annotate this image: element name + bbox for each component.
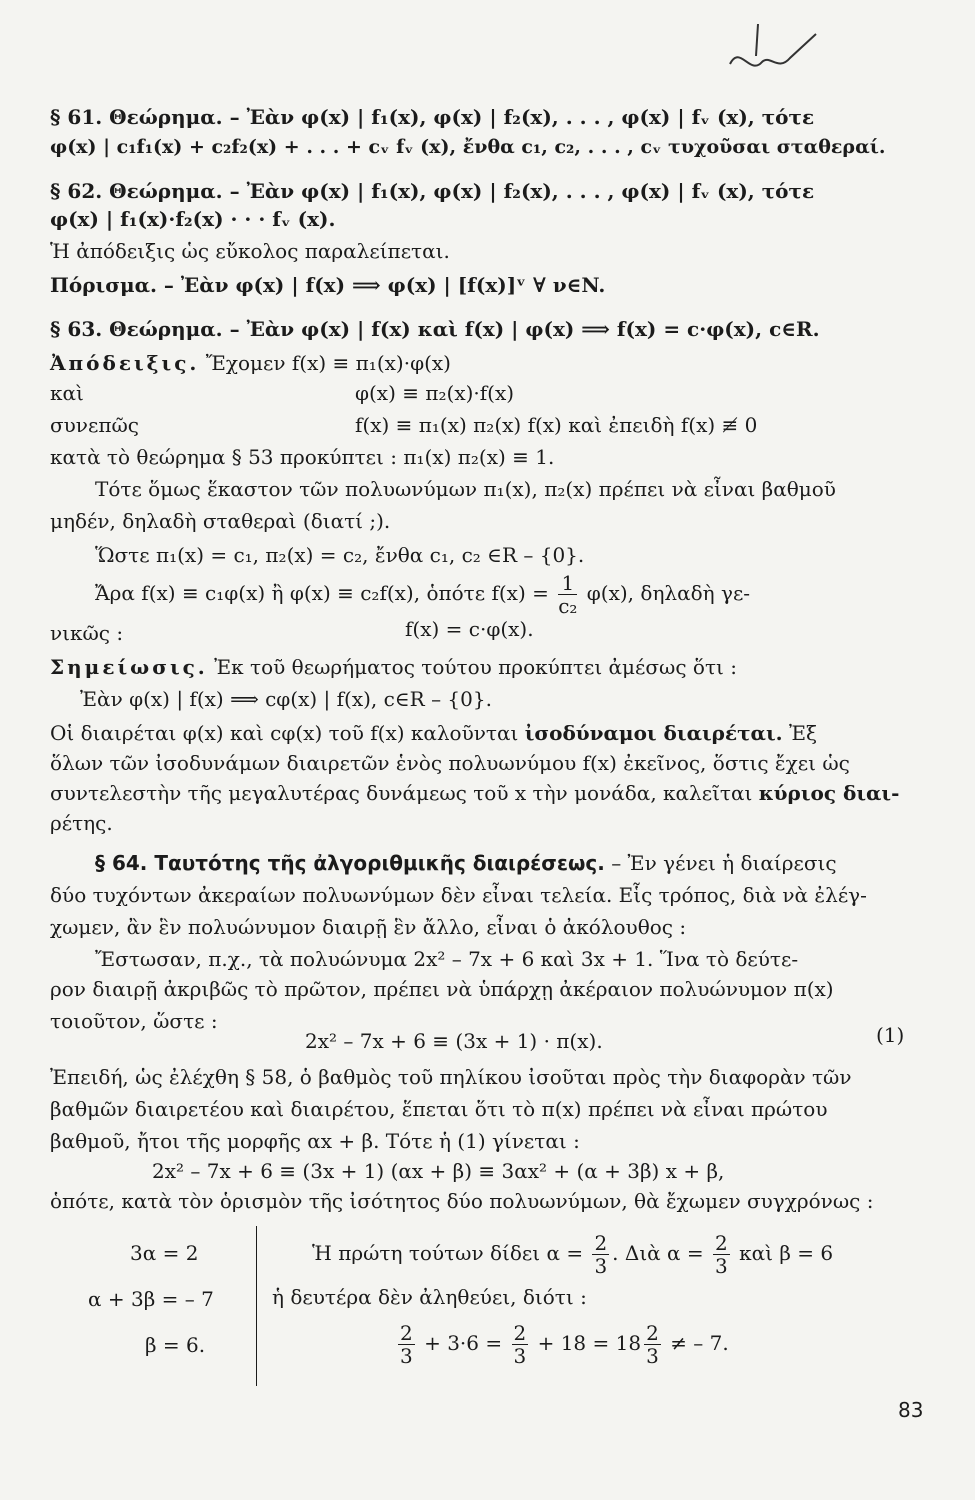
equivalent-divisors-line4: ρέτης. bbox=[50, 811, 113, 835]
section-64-line8: βαθμῶν διαιρετέου καὶ διαιρέτου, ἕπεται ὅτι τὸ π(x) πρέπει νὰ εἶναι πρώτου bbox=[50, 1097, 828, 1121]
section-64-line4: Ἔστωσαν, π.χ., τὰ πολυώνυμα 2x² – 7x + 6 καὶ 3x + 1. Ἵνα τὸ δεύτε- bbox=[95, 947, 799, 971]
section-64-title: § 64. Ταυτότης τῆς ἀλγοριθμικῆς διαιρέσεως. bbox=[95, 851, 605, 875]
proof-line7: Ὥστε π₁(x) = c₁, π₂(x) = c₂, ἔνθα c₁, c₂ ∈R – {0}. bbox=[95, 543, 585, 567]
identity-expansion: 2x² – 7x + 6 ≡ (3x + 1) (αx + β) ≡ 3αx² + (α + 3β) x + β, bbox=[152, 1159, 725, 1183]
proof-line6: μηδέν, δηλαδὴ σταθεραὶ (διατί ;). bbox=[50, 509, 391, 533]
proof-label: Ἀπόδειξις. bbox=[50, 351, 200, 375]
theorem-62-line2: φ(x) | f₁(x)·f₂(x) · · · fᵥ (x). bbox=[50, 207, 336, 231]
proof-line5: Τότε ὅμως ἕκαστον τῶν πολυωνύμων π₁(x), π₂(x) πρέπει νὰ εἶναι βαθμοῦ bbox=[95, 477, 836, 501]
handwritten-mark-icon bbox=[720, 14, 830, 84]
section-64-line6: τοιοῦτον, ὥστε : bbox=[50, 1009, 218, 1033]
system-eq-3: β = 6. bbox=[145, 1333, 206, 1357]
theorem-61-line1: § 61. Θεώρημα. – Ἐὰν φ(x) | f₁(x), φ(x) | f₂(x), . . . , φ(x) | fᵥ (x), τότε bbox=[50, 105, 815, 129]
fraction-one-over-c2: $\frac{1}{\text{c₂}}$ bbox=[558, 571, 578, 618]
system-divider bbox=[256, 1226, 257, 1386]
system-eq-2: α + 3β = – 7 bbox=[88, 1287, 214, 1311]
equivalent-divisors-line1: Οἱ διαιρέται φ(x) καὶ cφ(x) τοῦ f(x) καλοῦνται ἰσοδύναμοι διαιρέται. Ἐξ bbox=[50, 721, 818, 745]
theorem-61-line2: φ(x) | c₁f₁(x) + c₂f₂(x) + . . . + cᵥ fᵥ (x), ἔνθα c₁, c₂, . . . , cᵥ τυχοῦσαι σταθεραί. bbox=[50, 136, 886, 158]
equivalent-divisors-line2: ὅλων τῶν ἰσοδυνάμων διαιρετῶν ἑνὸς πολυωνύμου f(x) ἐκεῖνος, ὅστις ἔχει ὡς bbox=[50, 751, 850, 775]
system-eq-1: 3α = 2 bbox=[130, 1241, 199, 1265]
remark-line1 bbox=[50, 654, 737, 680]
proof-line1 bbox=[50, 350, 451, 376]
fraction-two-thirds: $\frac{2}{3}$ bbox=[400, 1321, 413, 1368]
proof-line2-label: καὶ bbox=[50, 381, 84, 405]
section-64-line3: χωμεν, ἂν ἓν πολυώνυμον διαιρῇ ἓν ἄλλο, εἶναι ὁ ἀκόλουθος : bbox=[50, 915, 687, 939]
system-right-line3: $\frac{2}{3}$ + 3·6 = $\frac{2}{3}$ + 18 = 18 $\frac{2}{3}$ ≠ – 7. bbox=[400, 1321, 729, 1368]
section-64-line10: ὁπότε, κατὰ τὸν ὁρισμὸν τῆς ἰσότητος δύο πολυωνύμων, θὰ ἔχωμεν συγχρόνως : bbox=[50, 1189, 874, 1213]
proof-line4: κατὰ τὸ θεώρημα § 53 προκύπτει : π₁(x) π₂(x) ≡ 1. bbox=[50, 445, 555, 469]
section-64-line2: δύο τυχόντων ἀκεραίων πολυωνύμων δὲν εἶναι τελεία. Εἷς τρόπος, διὰ νὰ ἐλέγ- bbox=[50, 883, 867, 907]
fraction-two-thirds: $\frac{2}{3}$ bbox=[646, 1321, 659, 1368]
fraction-two-thirds: $\frac{2}{3}$ bbox=[513, 1321, 527, 1368]
system-right-line1: Ἡ πρώτη τούτων δίδει α = $\frac{2}{3}$ . Διὰ α = $\frac{2}{3}$ καὶ β = 6 bbox=[312, 1231, 834, 1278]
system-right-line2: ἡ δευτέρα δὲν ἀληθεύει, διότι : bbox=[272, 1285, 587, 1309]
remark-line1-text: Ἐκ τοῦ θεωρήματος τούτου προκύπτει ἀμέσως ὅτι : bbox=[207, 655, 737, 679]
term-equivalent-divisors: ἰσοδύναμοι διαιρέται. bbox=[524, 721, 783, 745]
proof-line1-text: Ἔχομεν f(x) ≡ π₁(x)·φ(x) bbox=[199, 351, 451, 375]
proof-omitted-text: Ἡ ἀπόδειξις ὡς εὔκολος παραλείπεται. bbox=[50, 239, 450, 263]
page-number: 83 bbox=[898, 1398, 924, 1422]
equation-1-number: (1) bbox=[876, 1023, 905, 1047]
remark-line2: Ἐὰν φ(x) | f(x) ⟹ cφ(x) | f(x), c∈R – {0}. bbox=[80, 687, 492, 711]
theorem-63-line: § 63. Θεώρημα. – Ἐὰν φ(x) | f(x) καὶ f(x) | φ(x) ⟹ f(x) = c·φ(x), c∈R. bbox=[50, 317, 820, 341]
section-64-heading: § 64. Ταυτότης τῆς ἀλγοριθμικῆς διαιρέσεως. – Ἐν γένει ἡ διαίρεσις bbox=[95, 851, 837, 875]
proof-line2-formula: φ(x) ≡ π₂(x)·f(x) bbox=[355, 381, 515, 405]
term-principal-divisor: κύριος διαι- bbox=[758, 781, 900, 805]
proof-line9-label: νικῶς : bbox=[50, 621, 124, 645]
proof-line3-formula: f(x) ≡ π₁(x) π₂(x) f(x) καὶ ἐπειδὴ f(x) ≢ 0 bbox=[355, 413, 758, 437]
proof-line9-formula: f(x) = c·φ(x). bbox=[405, 617, 534, 641]
fraction-two-thirds: $\frac{2}{3}$ bbox=[715, 1231, 728, 1278]
remark-label: Σημείωσις. bbox=[50, 655, 208, 679]
proof-line3-label: συνεπῶς bbox=[50, 413, 139, 437]
corollary-line: Πόρισμα. – Ἐὰν φ(x) | f(x) ⟹ φ(x) | [f(x)]ᵛ ∀ ν∈N. bbox=[50, 273, 606, 297]
proof-line8-a: Ἄρα f(x) ≡ c₁φ(x) ἢ φ(x) ≡ c₂f(x), ὁπότε f(x) = bbox=[95, 581, 549, 605]
equation-1: 2x² – 7x + 6 ≡ (3x + 1) · π(x). bbox=[305, 1029, 603, 1053]
section-64-line9: βαθμοῦ, ἤτοι τῆς μορφῆς αx + β. Τότε ἡ (1) γίνεται : bbox=[50, 1129, 580, 1153]
proof-line8-b: φ(x), δηλαδὴ γε- bbox=[586, 581, 751, 605]
section-64-line5: ρον διαιρῇ ἀκριβῶς τὸ πρῶτον, πρέπει νὰ ὑπάρχῃ ἀκέραιον πολυώνυμον π(x) bbox=[50, 977, 834, 1001]
fraction-two-thirds: $\frac{2}{3}$ bbox=[594, 1231, 608, 1278]
equivalent-divisors-line3: συντελεστὴν τῆς μεγαλυτέρας δυνάμεως τοῦ x τὴν μονάδα, καλεῖται κύριος διαι- bbox=[50, 781, 900, 805]
section-64-line7: Ἐπειδή, ὡς ἐλέχθη § 58, ὁ βαθμὸς τοῦ πηλίκου ἰσοῦται πρὸς τὴν διαφορὰν τῶν bbox=[50, 1065, 852, 1089]
proof-line8 bbox=[95, 568, 750, 618]
theorem-62-line1: § 62. Θεώρημα. – Ἐὰν φ(x) | f₁(x), φ(x) | f₂(x), . . . , φ(x) | fᵥ (x), τότε bbox=[50, 179, 815, 203]
